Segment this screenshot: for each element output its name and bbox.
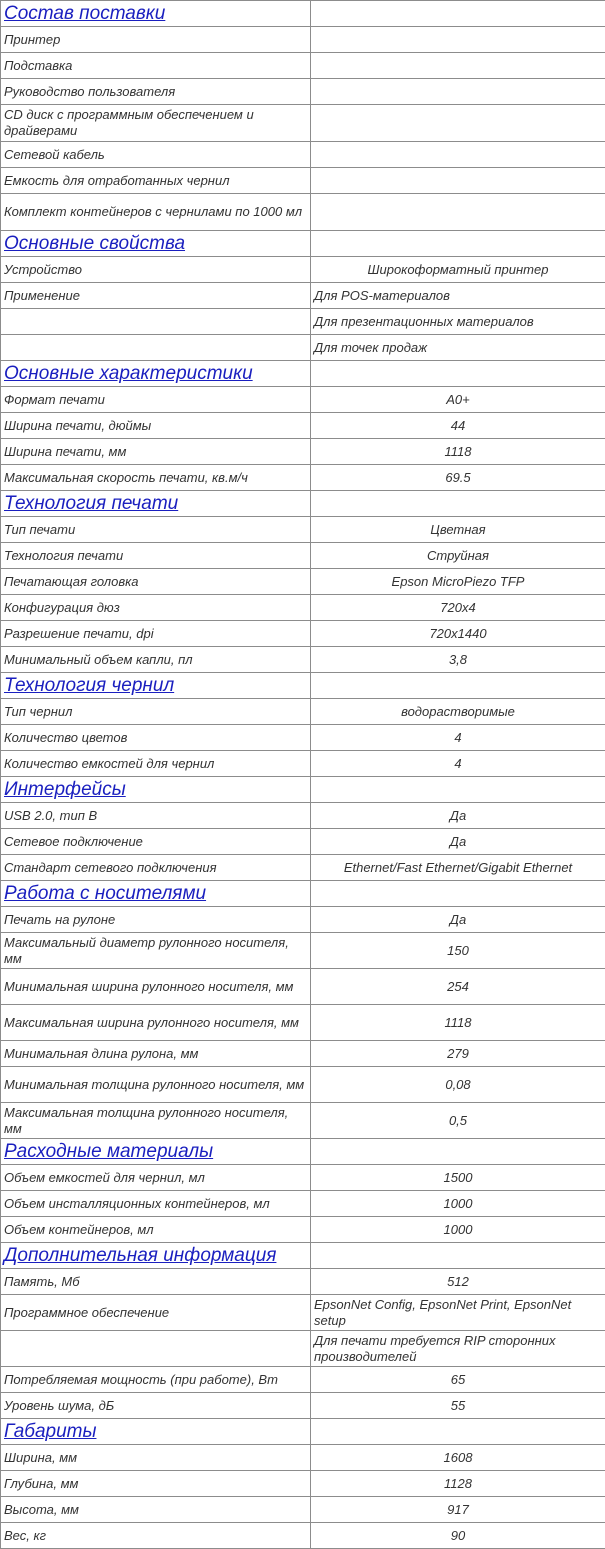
section-header-empty-cell: [311, 1419, 605, 1445]
spec-label: Ширина печати, дюймы: [1, 413, 311, 439]
spec-label: Ширина, мм: [1, 1445, 311, 1471]
spec-label: Количество цветов: [1, 725, 311, 751]
section-header-row: [1, 1, 605, 27]
spec-value: 1000: [311, 1217, 605, 1243]
section-header-cell: [1, 1419, 311, 1445]
table-row: [1, 1393, 605, 1419]
section-header-empty-cell: [311, 1243, 605, 1269]
spec-value: Epson MicroPiezo TFP: [311, 569, 605, 595]
spec-label: Объем инсталляционных контейнеров, мл: [1, 1191, 311, 1217]
table-row: [1, 194, 605, 231]
section-header-empty-cell: [311, 491, 605, 517]
section-header-row: [1, 673, 605, 699]
section-header-empty-cell: [311, 777, 605, 803]
spec-label: Руководство пользователя: [1, 79, 311, 105]
table-row: [1, 168, 605, 194]
section-title-link[interactable]: Технология чернил: [4, 675, 174, 696]
spec-label: Принтер: [1, 27, 311, 53]
section-header-row: [1, 361, 605, 387]
section-header-cell: [1, 1139, 311, 1165]
spec-value: 1118: [311, 1005, 605, 1041]
section-header-row: [1, 1419, 605, 1445]
table-row: [1, 27, 605, 53]
table-row: [1, 1217, 605, 1243]
spec-value: [311, 142, 605, 168]
section-header-cell: [1, 1, 311, 27]
spec-value: 512: [311, 1269, 605, 1295]
section-title-link[interactable]: Габариты: [4, 1421, 96, 1442]
section-header-empty-cell: [311, 673, 605, 699]
table-row: [1, 699, 605, 725]
table-row: [1, 1191, 605, 1217]
table-row: [1, 283, 605, 309]
section-header-empty-cell: [311, 361, 605, 387]
spec-value: A0+: [311, 387, 605, 413]
spec-label: [1, 335, 311, 361]
spec-label: Тип чернил: [1, 699, 311, 725]
spec-value: 1118: [311, 439, 605, 465]
spec-value: 1000: [311, 1191, 605, 1217]
spec-label: Минимальная ширина рулонного носителя, мм: [1, 969, 311, 1005]
spec-label: Конфигурация дюз: [1, 595, 311, 621]
spec-label: Программное обеспечение: [1, 1295, 311, 1331]
spec-value: 4: [311, 725, 605, 751]
section-title-link[interactable]: Работа с носителями: [4, 883, 206, 904]
section-header-row: [1, 1243, 605, 1269]
table-row: [1, 1269, 605, 1295]
table-row: [1, 1005, 605, 1041]
section-header-empty-cell: [311, 1, 605, 27]
section-title-link[interactable]: Расходные материалы: [4, 1141, 213, 1162]
table-row: [1, 1331, 605, 1367]
spec-label: Потребляемая мощность (при работе), Вт: [1, 1367, 311, 1393]
section-header-cell: [1, 491, 311, 517]
spec-label: Максимальный диаметр рулонного носителя, мм: [1, 933, 311, 969]
spec-label: Высота, мм: [1, 1497, 311, 1523]
table-row: [1, 142, 605, 168]
spec-label: Емкость для отработанных чернил: [1, 168, 311, 194]
table-row: [1, 1445, 605, 1471]
table-row: [1, 1103, 605, 1139]
spec-value: [311, 194, 605, 231]
table-row: [1, 1165, 605, 1191]
spec-label: Минимальная длина рулона, мм: [1, 1041, 311, 1067]
spec-label: CD диск с программным обеспечением и драйверами: [1, 105, 311, 142]
section-title-link[interactable]: Основные свойства: [4, 233, 185, 254]
table-row: [1, 413, 605, 439]
table-row: [1, 1367, 605, 1393]
spec-label: Печатающая головка: [1, 569, 311, 595]
spec-value: 69.5: [311, 465, 605, 491]
spec-label: Объем емкостей для чернил, мл: [1, 1165, 311, 1191]
spec-value: Ethernet/Fast Ethernet/Gigabit Ethernet: [311, 855, 605, 881]
table-row: [1, 1497, 605, 1523]
spec-value: водорастворимые: [311, 699, 605, 725]
spec-label: Сетевой кабель: [1, 142, 311, 168]
section-header-empty-cell: [311, 231, 605, 257]
spec-value: [311, 27, 605, 53]
spec-value: Цветная: [311, 517, 605, 543]
table-row: [1, 1471, 605, 1497]
spec-value: Для печати требуется RIP сторонних производителей: [311, 1331, 605, 1367]
spec-label: Сетевое подключение: [1, 829, 311, 855]
section-header-cell: [1, 361, 311, 387]
section-title-link[interactable]: Интерфейсы: [4, 779, 126, 800]
section-header-empty-cell: [311, 881, 605, 907]
table-row: [1, 1067, 605, 1103]
section-title-link[interactable]: Технология печати: [4, 493, 178, 514]
spec-label: Печать на рулоне: [1, 907, 311, 933]
table-row: [1, 543, 605, 569]
table-row: [1, 621, 605, 647]
spec-value: [311, 53, 605, 79]
table-row: [1, 53, 605, 79]
table-row: [1, 257, 605, 283]
spec-value: Да: [311, 907, 605, 933]
section-header-row: [1, 777, 605, 803]
spec-label: Комплект контейнеров с чернилами по 1000 мл: [1, 194, 311, 231]
spec-value: 90: [311, 1523, 605, 1549]
table-row: [1, 969, 605, 1005]
spec-label: Разрешение печати, dpi: [1, 621, 311, 647]
table-row: [1, 647, 605, 673]
spec-value: Для POS-материалов: [311, 283, 605, 309]
section-header-empty-cell: [311, 1139, 605, 1165]
spec-label: [1, 1331, 311, 1367]
section-header-cell: [1, 1243, 311, 1269]
table-row: [1, 465, 605, 491]
table-row: [1, 933, 605, 969]
table-row: [1, 105, 605, 142]
spec-label: Максимальная ширина рулонного носителя, мм: [1, 1005, 311, 1041]
table-row: [1, 79, 605, 105]
table-row: [1, 309, 605, 335]
spec-value: [311, 168, 605, 194]
spec-value: 720x1440: [311, 621, 605, 647]
table-row: [1, 907, 605, 933]
spec-value: 0,5: [311, 1103, 605, 1139]
spec-label: Память, Мб: [1, 1269, 311, 1295]
spec-label: Применение: [1, 283, 311, 309]
table-row: [1, 1523, 605, 1549]
spec-value: 44: [311, 413, 605, 439]
section-header-row: [1, 881, 605, 907]
spec-label: Формат печати: [1, 387, 311, 413]
table-row: [1, 855, 605, 881]
section-title-link[interactable]: Состав поставки: [4, 3, 165, 24]
table-row: [1, 1041, 605, 1067]
spec-value: Для презентационных материалов: [311, 309, 605, 335]
table-row: [1, 751, 605, 777]
spec-label: Технология печати: [1, 543, 311, 569]
section-header-row: [1, 491, 605, 517]
spec-value: 917: [311, 1497, 605, 1523]
section-header-cell: [1, 777, 311, 803]
spec-label: USB 2.0, тип B: [1, 803, 311, 829]
section-header-row: [1, 231, 605, 257]
spec-value: Струйная: [311, 543, 605, 569]
spec-value: Широкоформатный принтер: [311, 257, 605, 283]
spec-value: Да: [311, 829, 605, 855]
spec-label: [1, 309, 311, 335]
spec-label: Вес, кг: [1, 1523, 311, 1549]
table-row: [1, 387, 605, 413]
spec-label: Глубина, мм: [1, 1471, 311, 1497]
spec-value: [311, 105, 605, 142]
spec-label: Минимальный объем капли, пл: [1, 647, 311, 673]
spec-label: Устройство: [1, 257, 311, 283]
spec-label: Подставка: [1, 53, 311, 79]
spec-value: 3,8: [311, 647, 605, 673]
spec-label: Уровень шума, дБ: [1, 1393, 311, 1419]
spec-label: Тип печати: [1, 517, 311, 543]
table-row: [1, 803, 605, 829]
spec-label: Максимальная скорость печати, кв.м/ч: [1, 465, 311, 491]
spec-value: 254: [311, 969, 605, 1005]
spec-value: 1128: [311, 1471, 605, 1497]
section-header-cell: [1, 231, 311, 257]
spec-value: 65: [311, 1367, 605, 1393]
table-row: [1, 335, 605, 361]
table-row: [1, 1295, 605, 1331]
section-header-cell: [1, 881, 311, 907]
spec-value: 279: [311, 1041, 605, 1067]
spec-value: 4: [311, 751, 605, 777]
spec-value: 150: [311, 933, 605, 969]
section-header-row: [1, 1139, 605, 1165]
spec-label: Количество емкостей для чернил: [1, 751, 311, 777]
spec-value: EpsonNet Config, EpsonNet Print, EpsonNet setup: [311, 1295, 605, 1331]
spec-value: 0,08: [311, 1067, 605, 1103]
spec-value: 1500: [311, 1165, 605, 1191]
section-title-link[interactable]: Дополнительная информация: [4, 1245, 276, 1266]
table-row: [1, 517, 605, 543]
table-row: [1, 569, 605, 595]
spec-value: [311, 79, 605, 105]
spec-label: Максимальная толщина рулонного носителя, мм: [1, 1103, 311, 1139]
table-row: [1, 829, 605, 855]
spec-value: 720x4: [311, 595, 605, 621]
spec-label: Стандарт сетевого подключения: [1, 855, 311, 881]
section-title-link[interactable]: Основные характеристики: [4, 363, 253, 384]
spec-label: Минимальная толщина рулонного носителя, мм: [1, 1067, 311, 1103]
section-header-cell: [1, 673, 311, 699]
spec-value: 1608: [311, 1445, 605, 1471]
spec-value: Для точек продаж: [311, 335, 605, 361]
table-row: [1, 439, 605, 465]
table-row: [1, 725, 605, 751]
table-row: [1, 595, 605, 621]
spec-value: Да: [311, 803, 605, 829]
spec-value: 55: [311, 1393, 605, 1419]
spec-label: Ширина печати, мм: [1, 439, 311, 465]
spec-label: Объем контейнеров, мл: [1, 1217, 311, 1243]
